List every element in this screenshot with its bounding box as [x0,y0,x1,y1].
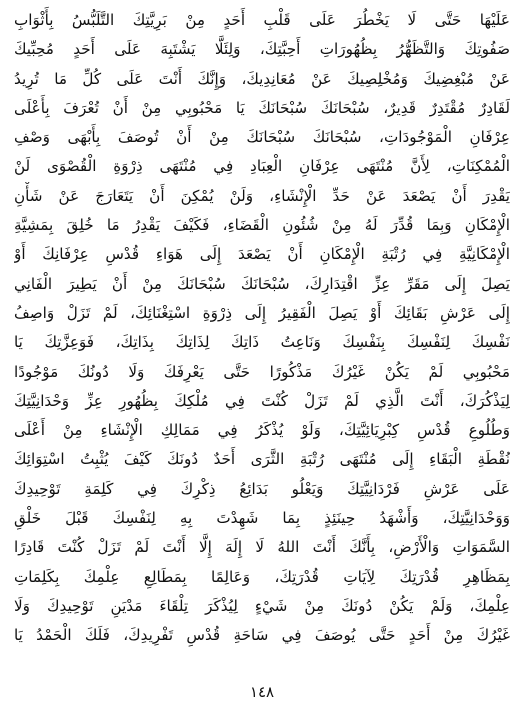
text-line: السَّمَوَاتِ وَالْأَرْضِ، بِأَنَّكَ أَنْتَ اللهُ لَا إِلَهَ إِلَّا أَنْتَ لَمْ تَزَلْ كُنْتَ قَادِرًا [14,538,510,557]
text-line: نَفْسِكَ لِنَفْسِكَ بِنَفْسِكَ وَنَاعِتُ ذَاتِكَ لِذَاتِكَ بِذَاتِكَ، فَوَعِزَّتِكَ يَا [14,333,510,352]
text-line: مَحْبُوبِي لَمْ يَكُنْ غَيْرُكَ مَذْكُورًا حَتَّى يَعْرِفَكَ وَلَا دُونُكَ مَوْجُودًا [14,362,510,381]
text-line: عِلْمِكَ، وَلَمْ يَكُنْ دُونَكَ مِنْ شَيْءٍ لِيُذْكَرَ تِلْقَاءَ مَدْيَنِ تَوْحِيدِكَ وَلَا [14,596,510,615]
text-line: عَنْ مُبْغِضِيكَ وَمُخْلِصِيكَ عَنْ مُعَانِدِيكَ، وَإِنَّكَ أَنْتَ عَلَى كُلِّ مَا تُرِيدُ [14,69,510,88]
text-line: صَفُوتِكَ وَالتَّظَهُّرُ بِظُهُورَاتِ أَحِبَّتِكَ، وَلِئَلَّا يَشْتَبِهَ عَلَى أَحَدٍ مُحِبِّيكَ [14,40,510,59]
text-line: نُقْطَةِ الْبَقَاءِ إِلَى مُنْتَهَى رُتْبَةِ الثَّرَى أَحَدٌ دُونَكَ كَيْفَ يُثْبِتُ اسْتِوَائِكَ [14,450,510,469]
text-line: لِيَذْكُرَكَ، أَنْتَ الَّذِي لَمْ تَزَلْ كُنْتَ فِي مُلْكِكَ بِظُهُورِ عِزِّ وَحْدَانِيَّتِكَ [14,391,510,410]
text-line: عَلَيْهَا حَتَّى لَا يَخْطُرَ عَلَى قَلْبِ أَحَدٍ مِنْ بَرِيَّتِكَ التَّلَبُّسُ بِأَثْوَابِ [14,11,510,29]
text-line: لَقَادِرٌ مُقْتَدِرٌ قَدِيرٌ، سُبْحَانَكَ سُبْحَانَكَ يَا مَحْبُوبِي مِنْ أَنْ تُعْرَفَ بِأَعْلَى [14,98,510,117]
text-line: الْمُمْكِنَاتِ، لِأَنَّ مُنْتَهَى عِرْفَانِ الْعِبَادِ فِي مُنْتَهَى ذِرْوَةِ الْقُصْوَى لَنْ [14,157,510,176]
text-line: الْإِمْكَانِيَّةِ فِي رُتْبَةِ الْإِمْكَانِ أَنْ يَصْعَدَ إِلَى هَوَاءِ قُدْسِ عِرْفَانِكَ أَوْ [14,245,510,264]
body-text [14,6,510,651]
text-line: عِرْفَانِ الْمَوْجُودَاتِ، سُبْحَانَكَ سُبْحَانَكَ مِنْ أَنْ تُوصَفَ بِأَبْهَى وَصْفِ [14,128,510,147]
text-line: عَلَى عَرْشِ فَرْدَانِيَّتِكَ وَيَعْلُو بَدَائِعُ ذِكْرِكَ فِي كَلِمَةِ تَوْحِيدِكَ [14,479,510,498]
text-line: الْإِمْكَانِ وَبِمَا قُدِّرَ لَهُ مِنْ شُئُونِ الْقَضَاءِ، فَكَيْفَ يَقْدِرُ مَا خُلِقَ بِمَشِيَّةِ [14,216,510,235]
text-line: يَصِلَ إِلَى مَقَرِّ عِزِّ اقْتِدَارِكَ، سُبْحَانَكَ سُبْحَانَكَ مِنْ أَنْ يَطِيرَ الْفَانِي [14,274,510,293]
text-line: بِمَظَاهِرِ قُدْرَتِكَ لِآيَاتِ قُدْرَتِكَ، وَعَالِمًا بِمَطَالِعِ عِلْمِكَ بِكَلِمَاتِ [14,567,510,586]
text-line: إِلَى عَرْشِ بَقَائِكَ أَوْ يَصِلَ الْفَقِيرُ إِلَى ذِرْوَةِ اسْتِغْنَائِكَ، لَمْ تَزَلْ وَاصِفُ [14,303,510,322]
text-line: يَقْدِرَ أَنْ يَصْعَدَ عَنْ حَدِّ الْإِنْشَاءِ، وَلَنْ يُمْكِنَ أَنْ يَتَعَارَجَ عَنْ شَأْنِ [14,186,510,205]
page-number: ١٤٨ [249,683,275,701]
text-line: وَطُلُوعِ قُدْسِ كِبْرِيَائِيَّتِكَ، وَلَوْ يُذْكَرُ فِي مَمَالِكِ الْإِنْشَاءِ مِنْ أَعْلَى [14,421,510,440]
text-line: غَيْرُكَ مِنْ أَحَدٍ حَتَّى يُوصَفَ فِي سَاحَةِ قُدْسِ تَفْرِيدِكَ، فَلَكَ الْحَمْدُ يَا [14,626,510,645]
text-line: وَوَحْدَانِيَّتِكَ، وَأَشْهَدُ حِينَئِذٍ بِمَا شَهِدْتَ بِهِ لِنَفْسِكَ قَبْلَ خَلْقِ [14,509,510,528]
